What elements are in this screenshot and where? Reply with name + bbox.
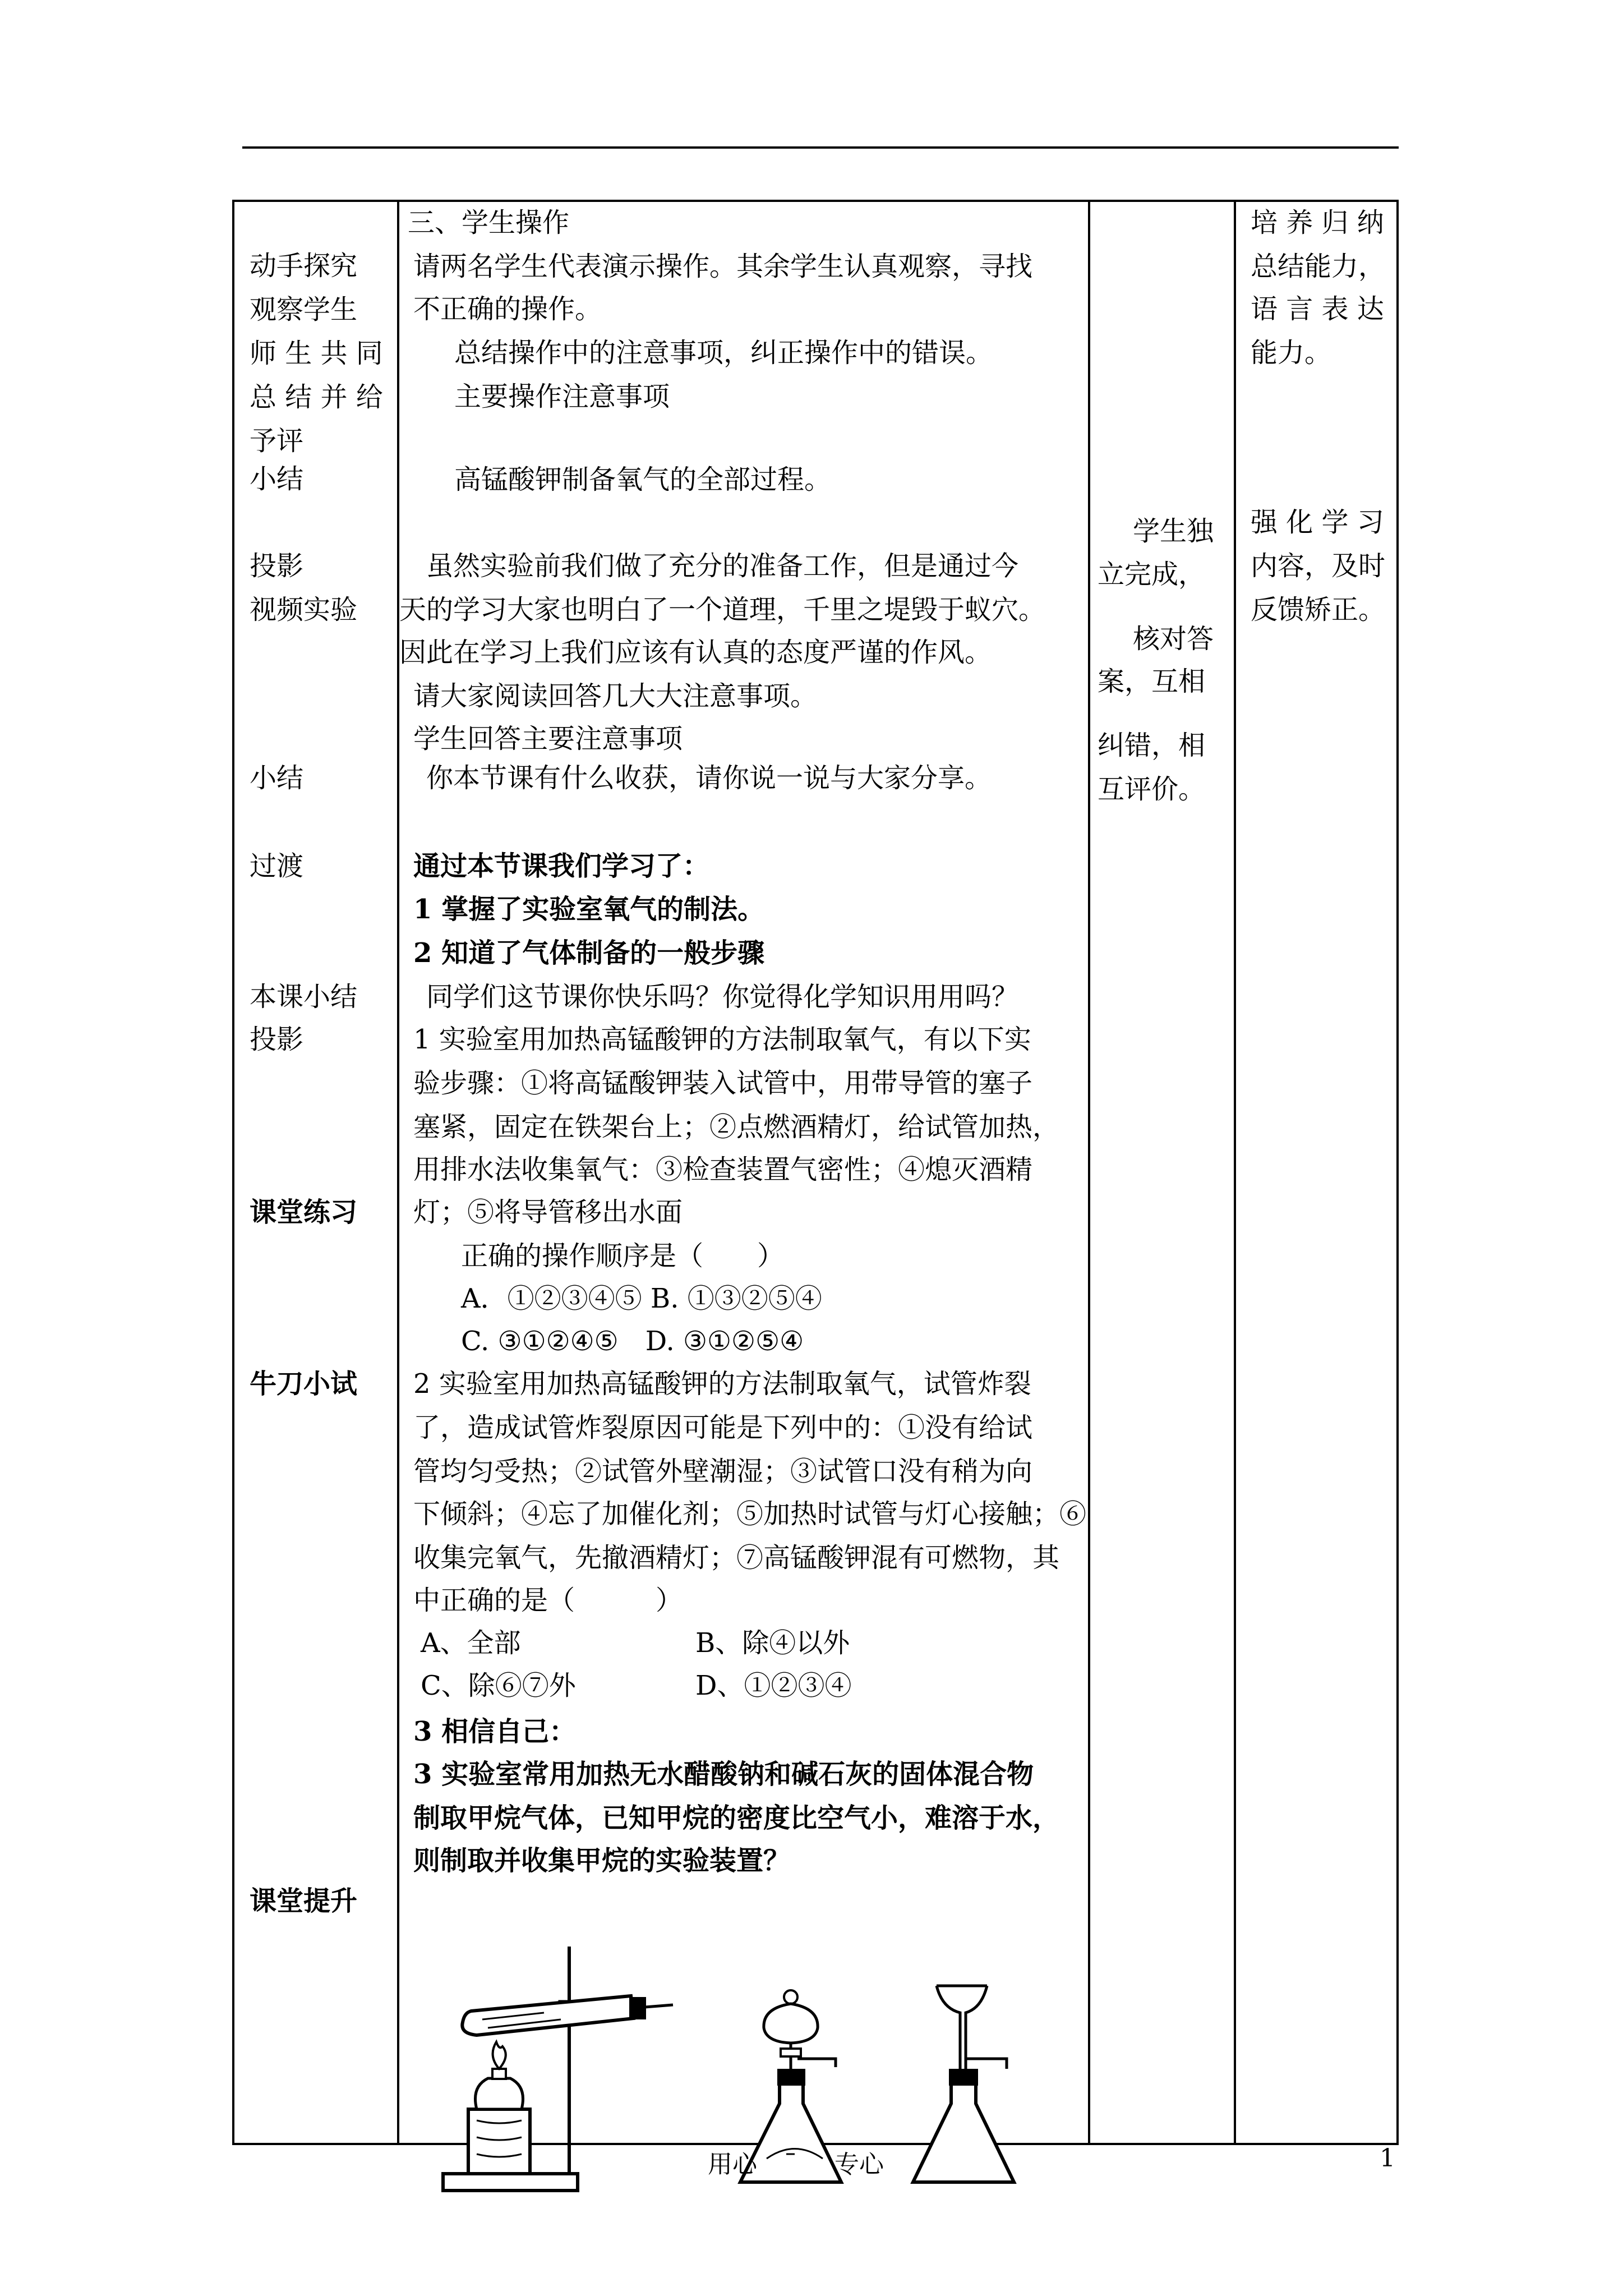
heating-apparatus-illustration [432, 1941, 690, 2199]
content-line: 1 实验室用加热高锰酸钾的方法制取氧气，有以下实 [413, 1024, 1031, 1055]
content-line: 1 掌握了实验室氧气的制法。 [413, 894, 765, 925]
stage-label: 课堂提升 [250, 1885, 358, 1917]
answer-option: A、全部 [421, 1627, 521, 1659]
stage-label: 予评 [250, 425, 304, 457]
content-line: 因此在学习上我们应该有认真的态度严谨的作风。 [399, 637, 992, 668]
content-line: 则制取并收集甲烷的实验装置？ [413, 1845, 791, 1876]
footer-emblem [764, 2142, 826, 2170]
answer-option: D、①②③④ [695, 1670, 852, 1701]
content-line: 下倾斜；④忘了加催化剂；⑤加热时试管与灯心接触；⑥ [413, 1498, 1087, 1530]
design-intent: 培 养 归 纳 [1251, 207, 1384, 238]
student-activity: 核对答 [1133, 623, 1214, 655]
stage-label: 牛刀小试 [250, 1368, 358, 1400]
answer-option: C、除⑥⑦外 [421, 1670, 576, 1701]
content-line: 总结操作中的注意事项，纠正操作中的错误。 [454, 337, 993, 369]
stage-label: 小结 [250, 463, 304, 495]
design-intent: 语 言 表 达 [1251, 293, 1384, 325]
content-line: 正确的操作顺序是（ ） [461, 1240, 785, 1272]
stage-label: 投影 [250, 1024, 304, 1055]
content-line: 虽然实验前我们做了充分的准备工作，但是通过今 [426, 550, 1019, 582]
content-line: 你本节课有什么收获，请你说一说与大家分享。 [426, 762, 992, 794]
stage-label: 师 生 共 同 [250, 338, 383, 369]
answer-option: B、除④以外 [695, 1627, 850, 1659]
student-activity: 立完成， [1098, 559, 1206, 590]
footer-right-text: 专心 [834, 2150, 884, 2179]
content-line: 2 实验室用加热高锰酸钾的方法制取氧气，试管炸裂 [413, 1368, 1031, 1400]
student-activity: 学生独 [1133, 516, 1214, 547]
stage-label: 投影 [250, 550, 304, 582]
content-line: 3 相信自己： [413, 1716, 577, 1747]
content-line: A．①②③④⑤ B. ①③②⑤④ [461, 1283, 822, 1314]
footer-left-text: 用心 [708, 2150, 757, 2179]
content-line: 请大家阅读回答几大大注意事项。 [413, 680, 818, 712]
header-rule [242, 146, 1399, 149]
page-number: 1 [1380, 2144, 1395, 2173]
table-border-left [232, 200, 234, 2145]
design-intent: 内容，及时 [1251, 550, 1386, 582]
stage-label: 小结 [250, 762, 304, 794]
content-line: 灯；⑤将导管移出水面 [413, 1197, 683, 1228]
stage-label: 总 结 并 给 [250, 381, 383, 413]
table-border-right [1396, 200, 1399, 2145]
content-line: 三、学生操作 [408, 207, 570, 238]
content-line: 2 知道了气体制备的一般步骤 [413, 937, 765, 969]
content-line: 塞紧，固定在铁架台上；②点燃酒精灯，给试管加热， [413, 1111, 1060, 1143]
table-divider-1 [397, 200, 399, 2145]
content-line: 验步骤：①将高锰酸钾装入试管中，用带导管的塞子 [413, 1068, 1033, 1099]
stage-label: 本课小结 [250, 981, 358, 1013]
content-line: 同学们这节课你快乐吗？你觉得化学知识用用吗？ [426, 981, 1019, 1013]
content-line: 天的学习大家也明白了一个道理，千里之堤毁于蚁穴。 [399, 594, 1046, 625]
stage-label: 过渡 [250, 850, 304, 882]
content-line: 制取甲烷气体，已知甲烷的密度比空气小，难溶于水， [413, 1802, 1060, 1834]
stage-label: 视频实验 [250, 594, 358, 625]
design-intent: 总结能力， [1251, 251, 1386, 282]
stage-label: 课堂练习 [250, 1197, 358, 1228]
content-line: 了，造成试管炸裂原因可能是下列中的：①没有给试 [413, 1412, 1033, 1443]
content-line: C. ③①②④⑤ D. ③①②⑤④ [461, 1326, 804, 1357]
long-funnel-flask-illustration [909, 1975, 1021, 2193]
content-line: 请两名学生代表演示操作。其余学生认真观察，寻找 [413, 251, 1033, 282]
student-activity: 纠错，相 [1098, 730, 1206, 761]
design-intent: 反馈矫正。 [1251, 594, 1386, 625]
content-line: 管均匀受热；②试管外壁潮湿；③试管口没有稍为向 [413, 1456, 1033, 1487]
stage-label: 观察学生 [250, 294, 358, 325]
content-line: 通过本节课我们学习了： [413, 850, 710, 882]
student-activity: 案，互相 [1098, 666, 1206, 697]
content-line: 收集完氧气，先撤酒精灯；⑦高锰酸钾混有可燃物，其 [413, 1542, 1060, 1573]
content-line: 学生回答主要注意事项 [413, 723, 683, 754]
design-intent: 能力。 [1251, 337, 1332, 369]
table-divider-3 [1234, 200, 1236, 2145]
design-intent: 强 化 学 习 [1251, 507, 1384, 538]
content-line: 不正确的操作。 [413, 293, 602, 325]
content-line: 用排水法收集氧气：③检查装置气密性；④熄灭酒精 [413, 1154, 1033, 1185]
content-line: 3 实验室常用加热无水醋酸钠和碱石灰的固体混合物 [413, 1759, 1034, 1790]
content-line: 中正确的是（ ） [413, 1585, 683, 1616]
content-line: 高锰酸钾制备氧气的全部过程。 [454, 464, 832, 495]
stage-label: 动手探究 [250, 250, 358, 282]
student-activity: 互评价。 [1098, 774, 1206, 805]
content-line: 主要操作注意事项 [454, 381, 670, 412]
